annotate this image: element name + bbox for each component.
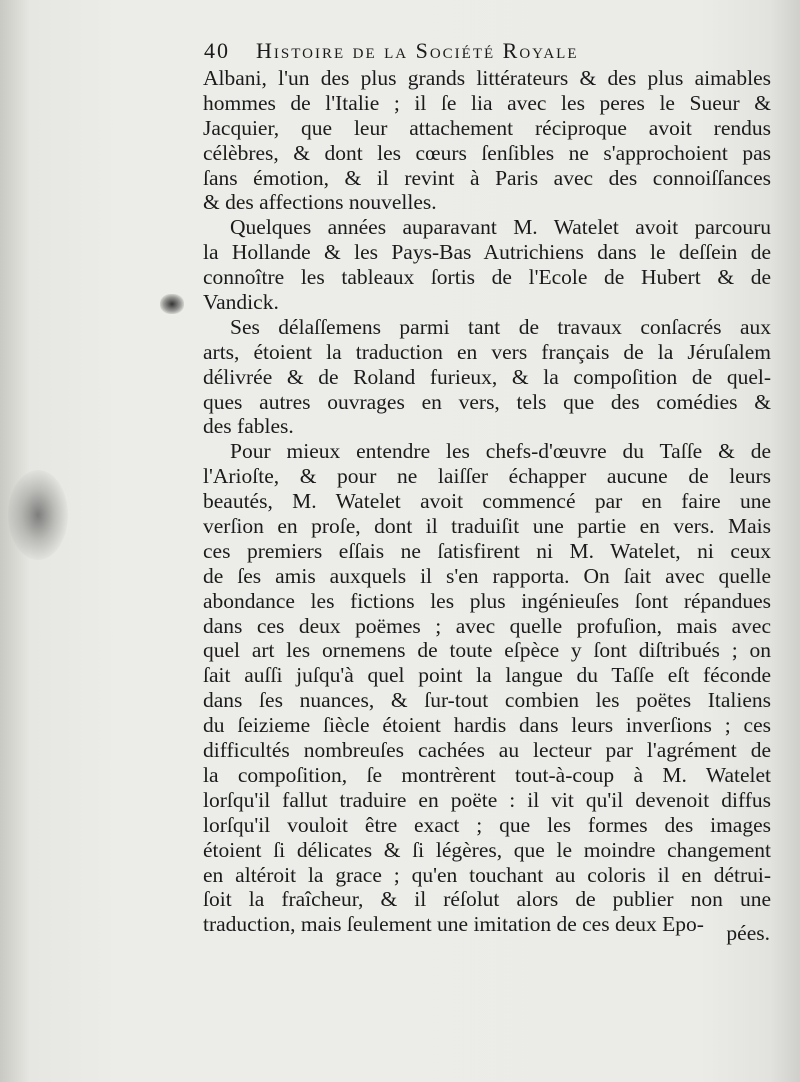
text-line: verſion en proſe, dont il traduiſit une partie en vers. Mais xyxy=(203,514,771,539)
text-line: lorſqu'il fallut traduire en poëte : il vit qu'il devenoit diffus xyxy=(203,787,771,812)
paragraph xyxy=(203,439,771,937)
text-line: la Hollande & les Pays-Bas Autrichiens dans le deſſein de xyxy=(203,240,771,265)
text-line: ſans émotion, & il revint à Paris avec des connoiſſances xyxy=(203,165,771,190)
text-line: ces premiers eſſais ne ſatisfirent ni M. Watelet, ni ceux xyxy=(203,538,771,563)
text-line: Vandick. xyxy=(203,290,279,315)
text-line: abondance les fictions les plus ingénieuſes ſont répandues xyxy=(203,588,771,613)
text-line: beautés, M. Watelet avoit commencé par en faire une xyxy=(203,489,771,514)
paper-stain xyxy=(8,470,68,560)
text-line: dans ces deux poëmes ; avec quelle profuſion, mais avec xyxy=(203,613,771,638)
paragraph xyxy=(203,315,771,439)
running-head xyxy=(204,38,764,64)
text-line: arts, étoient la traduction en vers français de la Jéruſalem xyxy=(203,339,771,364)
text-line: l'Arioſte, & pour ne laiſſer échapper aucune de leurs xyxy=(203,464,771,489)
page-number: 40 xyxy=(204,38,230,63)
paragraph xyxy=(203,66,771,215)
text-line: traduction, mais ſeulement une imitation de ces deux Epo- xyxy=(203,912,704,937)
running-title: Histoire de la Société Royale xyxy=(256,38,579,63)
text-line: hommes de l'Italie ; il ſe lia avec les peres le Sueur & xyxy=(203,90,771,115)
text-line: quel art les ornemens de toute eſpèce y ſont diſtribués ; on xyxy=(203,638,771,663)
text-line: Jacquier, que leur attachement réciproque avoit rendus xyxy=(203,115,771,140)
text-line: lorſqu'il vouloit être exact ; que les formes des images xyxy=(203,812,771,837)
text-line: du ſeizieme ſiècle étoient hardis dans leurs inverſions ; ces xyxy=(203,713,771,738)
text-line: & des affections nouvelles. xyxy=(203,190,437,215)
text-line: difficultés nombreuſes cachées au lecteur par l'agrément de xyxy=(203,738,771,763)
catchword: pées. xyxy=(726,921,770,945)
text-line: dans ſes nuances, & ſur-tout combien les poëtes Italiens xyxy=(203,688,771,713)
text-line: ques autres ouvrages en vers, tels que des comédies & xyxy=(203,389,771,414)
text-line: la compoſition, ſe montrèrent tout-à-coup à M. Watelet xyxy=(203,762,771,787)
paragraph xyxy=(203,215,771,315)
text-line: Quelques années auparavant M. Watelet avoit parcouru xyxy=(230,215,771,240)
text-line: ſoit la fraîcheur, & il réſolut alors de publier non une xyxy=(203,887,771,912)
text-line: Albani, l'un des plus grands littérateurs & des plus aimables xyxy=(203,66,771,90)
text-line: de ſes amis auxquels il s'en rapporta. On ſait avec quelle xyxy=(203,563,771,588)
ink-smudge xyxy=(160,294,184,314)
text-line: connoître les tableaux ſortis de l'Ecole de Hubert & de xyxy=(203,265,771,290)
text-line: en altéroit la grace ; qu'en touchant au coloris il en détrui- xyxy=(203,862,771,887)
text-line: célèbres, & dont les cœurs ſenſibles ne s'approchoient pas xyxy=(203,140,771,165)
text-line: étoient ſi délicates & ſi légères, que le moindre changement xyxy=(203,837,771,862)
text-line: Ses délaſſemens parmi tant de travaux conſacrés aux xyxy=(230,314,771,339)
text-line: délivrée & de Roland furieux, & la compoſition de quel- xyxy=(203,364,771,389)
body-text xyxy=(203,66,771,937)
text-line: ſait auſſi juſqu'à quel point la langue du Taſſe eſt féconde xyxy=(203,663,771,688)
text-line: des fables. xyxy=(203,414,294,439)
text-line: Pour mieux entendre les chefs-d'œuvre du Taſſe & de xyxy=(230,439,771,464)
